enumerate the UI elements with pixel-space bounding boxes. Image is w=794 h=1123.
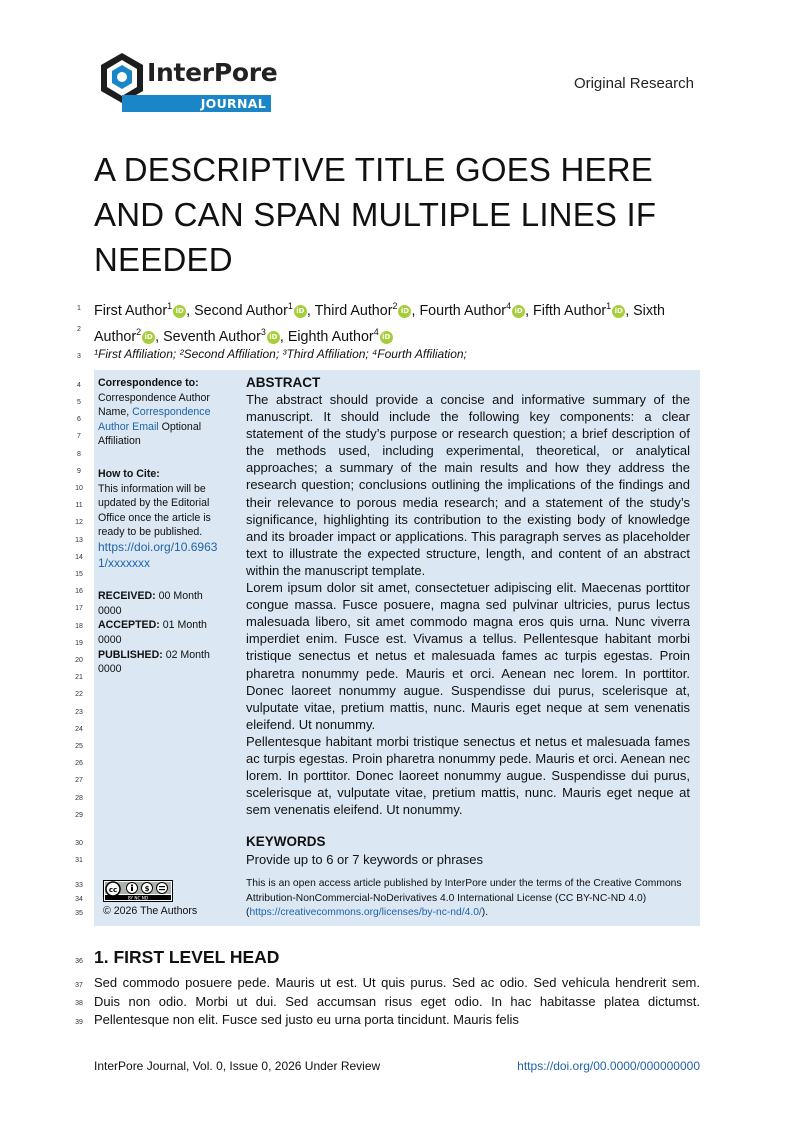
accepted-value: 01 Month 0000	[98, 619, 207, 646]
abstract-paragraph: Pellentesque habitant morbi tristique senectus et netus et malesuada fames ac turpis egestas. Proin pharetra nonummy pede. Mauris et orci. Aenean nec lorem. In porttitor. Donec laoreet nonummy augue. Suspendisse dui purus, scelerisque at, vulputate vitae, pretium mattis, nunc. Mauris eget neque at sem venenatis eleifend. Ut nonummy.	[246, 733, 690, 818]
line-number: 39	[75, 1019, 83, 1026]
sidebar	[98, 376, 223, 677]
line-number: 30	[75, 840, 83, 847]
license-body: This is an open access article published by InterPore under the terms of the Creative Commons Attribution-NonCommercial-NoDerivatives 4.0 International License (CC BY-NC-ND 4.0) (	[246, 878, 682, 918]
author[interactable]: Fifth Author$^1$ iD	[533, 303, 625, 319]
author[interactable]: Seventh Author$^3$ iD	[163, 329, 280, 345]
line-number: 11	[75, 502, 83, 509]
article-type: Original Research	[573, 75, 694, 92]
published-label: PUBLISHED:	[98, 648, 163, 661]
copyright: © 2026 The Authors	[103, 905, 198, 917]
dates-block	[98, 589, 223, 677]
received-value: 00 Month 0000	[98, 590, 203, 617]
line-number: 8	[77, 451, 81, 458]
cite-doi-link[interactable]: https://doi.org/10.69631/xxxxxxx	[98, 539, 218, 570]
orcid-icon[interactable]: iD	[612, 305, 625, 318]
orcid-icon[interactable]: iD	[512, 305, 525, 318]
correspondence-heading: Correspondence to:	[98, 377, 199, 389]
line-number: 27	[75, 777, 83, 784]
orcid-icon[interactable]: iD	[398, 305, 411, 318]
orcid-icon[interactable]: iD	[294, 305, 307, 318]
line-number: 6	[77, 416, 81, 423]
line-number: 7	[77, 433, 81, 440]
line-number: 4	[77, 382, 81, 389]
abstract	[246, 374, 690, 818]
line-number: 28	[75, 795, 83, 802]
line-number: 5	[77, 399, 81, 406]
line-number: 17	[75, 605, 83, 612]
orcid-icon[interactable]: iD	[173, 305, 186, 318]
keywords-heading: KEYWORDS	[246, 834, 326, 849]
line-number: 38	[75, 1000, 83, 1007]
line-number: 21	[75, 674, 83, 681]
journal-brand: InterPore	[147, 58, 278, 87]
license-text	[246, 877, 690, 921]
paper-title: A DESCRIPTIVE TITLE GOES HERE AND CAN SPAN MULTIPLE LINES IF NEEDED	[94, 151, 657, 278]
line-number: 37	[75, 982, 83, 989]
correspondence-name: Correspondence Author Name,	[98, 391, 210, 419]
line-number: 33	[75, 882, 83, 889]
journal-sub-bar: JOURNAL	[122, 95, 271, 112]
author-list: First Author$^1$ iD , Second Author$^1$ iD , Third Author$^2$ iD , Fourth Author$^4$ iD , Fifth Author$^1$ iD , Sixth Author$^2$ iD , Seventh Author$^3$ iD , Eighth Author$^4$ iD	[94, 301, 665, 345]
footer-doi-link[interactable]: https://doi.org/00.0000/000000000	[517, 1059, 700, 1073]
published-value: 02 Month 0000	[98, 648, 210, 676]
author[interactable]: Sixth Author$^2$ iD	[94, 302, 665, 345]
line-number: 36	[75, 958, 83, 965]
cc-badge-text: BY NC ND	[127, 895, 149, 901]
author[interactable]: Second Author$^1$ iD	[194, 303, 307, 319]
section-heading: 1. FIRST LEVEL HEAD	[94, 947, 280, 967]
orcid-icon[interactable]: iD	[267, 331, 280, 344]
line-number: 18	[75, 623, 83, 630]
line-number: 20	[75, 657, 83, 664]
line-number: 25	[75, 743, 83, 750]
abstract-heading: ABSTRACT	[246, 375, 321, 390]
author[interactable]: Fourth Author$^4$ iD	[419, 303, 525, 319]
orcid-icon[interactable]: iD	[380, 331, 393, 344]
line-number: 29	[75, 812, 83, 819]
affiliations: ¹First Affiliation; ²Second Affiliation; ³Third Affiliation; ⁴Fourth Affiliation;	[94, 347, 467, 361]
license-link[interactable]: https://creativecommons.org/licenses/by-nc-nd/4.0/	[249, 907, 482, 918]
footer-citation: InterPore Journal, Vol. 0, Issue 0, 2026 Under Review	[94, 1059, 381, 1073]
author[interactable]: First Author$^1$ iD	[94, 303, 186, 319]
svg-text:$: $	[144, 885, 150, 893]
line-number: 22	[75, 691, 83, 698]
line-number: 26	[75, 760, 83, 767]
correspondence-email-link[interactable]: Correspondence Author Email	[98, 406, 211, 433]
line-number: 31	[75, 857, 83, 864]
license-tail: ).	[481, 907, 489, 918]
line-number: 12	[75, 519, 83, 526]
author[interactable]: Third Author$^2$ iD	[315, 303, 412, 319]
cite-block	[98, 467, 223, 571]
line-number: 24	[75, 726, 83, 733]
line-number: 35	[75, 910, 83, 917]
line-number: 13	[75, 537, 83, 544]
line-number: 34	[75, 896, 83, 903]
line-number: 23	[75, 709, 83, 716]
line-number: 10	[75, 485, 83, 492]
cite-text: This information will be updated by the Editorial Office once the article is ready to be published.	[98, 482, 211, 539]
section-body: Sed commodo posuere pede. Mauris ut est. Ut quis purus. Sed ac odio. Sed vehicula hendrerit sem. Duis non odio. Morbi ut dui. Sed accumsan risus eget odio. In hac habitasse platea dictumst. Pellentesque non elit. Fusce sed justo eu urna porta tincidunt. Mauris felis	[94, 975, 700, 1027]
line-number: 9	[77, 468, 81, 475]
correspondence-affiliation: Optional Affiliation	[98, 420, 202, 448]
line-number: 16	[75, 588, 83, 595]
line-number: 3	[77, 353, 81, 360]
keywords	[246, 833, 690, 868]
line-number: 15	[75, 571, 83, 578]
orcid-icon[interactable]: iD	[142, 331, 155, 344]
abstract-paragraph: The abstract should provide a concise and informative summary of the manuscript. It should include the following key components: a clear statement of the study’s purpose or research question; a brief description of the methods used, including experimental, theoretical, or analytical approaches; a summary of the main results and how they address the research question; conclusions outlining the implications of the findings and their relevance to porous media research; and a statement of the study’s significance, highlighting its contribution to the existing body of knowledge and its broader impact or applications. This paragraph serves as placeholder text to illustrate the expected structure, length, and content of an abstract within the manuscript template.	[246, 392, 690, 578]
received-label: RECEIVED:	[98, 590, 156, 603]
author[interactable]: Eighth Author$^4$ iD	[288, 329, 393, 345]
svg-text:cc: cc	[108, 886, 118, 894]
keywords-text: Provide up to 6 or 7 keywords or phrases	[246, 851, 484, 867]
line-number: 19	[75, 640, 83, 647]
correspondence-block	[98, 376, 223, 449]
line-number: 2	[77, 326, 81, 333]
cite-heading: How to Cite:	[98, 467, 160, 480]
line-number: 1	[77, 305, 81, 312]
cc-license-icon[interactable]	[103, 880, 173, 902]
abstract-paragraph: Lorem ipsum dolor sit amet, consectetuer adipiscing elit. Maecenas porttitor congue massa. Fusce posuere, magna sed pulvinar ultricies, purus lectus malesuada libero, sit amet commodo magna eros quis urna. Nunc viverra imperdiet enim. Fusce est. Vivamus a tellus. Pellentesque habitant morbi tristique senectus et netus et malesuada fames ac turpis egestas. Proin pharetra nonummy pede. Mauris et orci. Aenean nec lorem. In porttitor. Donec laoreet nonummy augue. Suspendisse dui purus, scelerisque at, vulputate vitae, pretium mattis, nunc. Mauris eget neque at sem venenatis eleifend. Ut nonummy.	[246, 580, 690, 732]
line-number: 14	[75, 554, 83, 561]
accepted-label: ACCEPTED:	[98, 619, 160, 632]
